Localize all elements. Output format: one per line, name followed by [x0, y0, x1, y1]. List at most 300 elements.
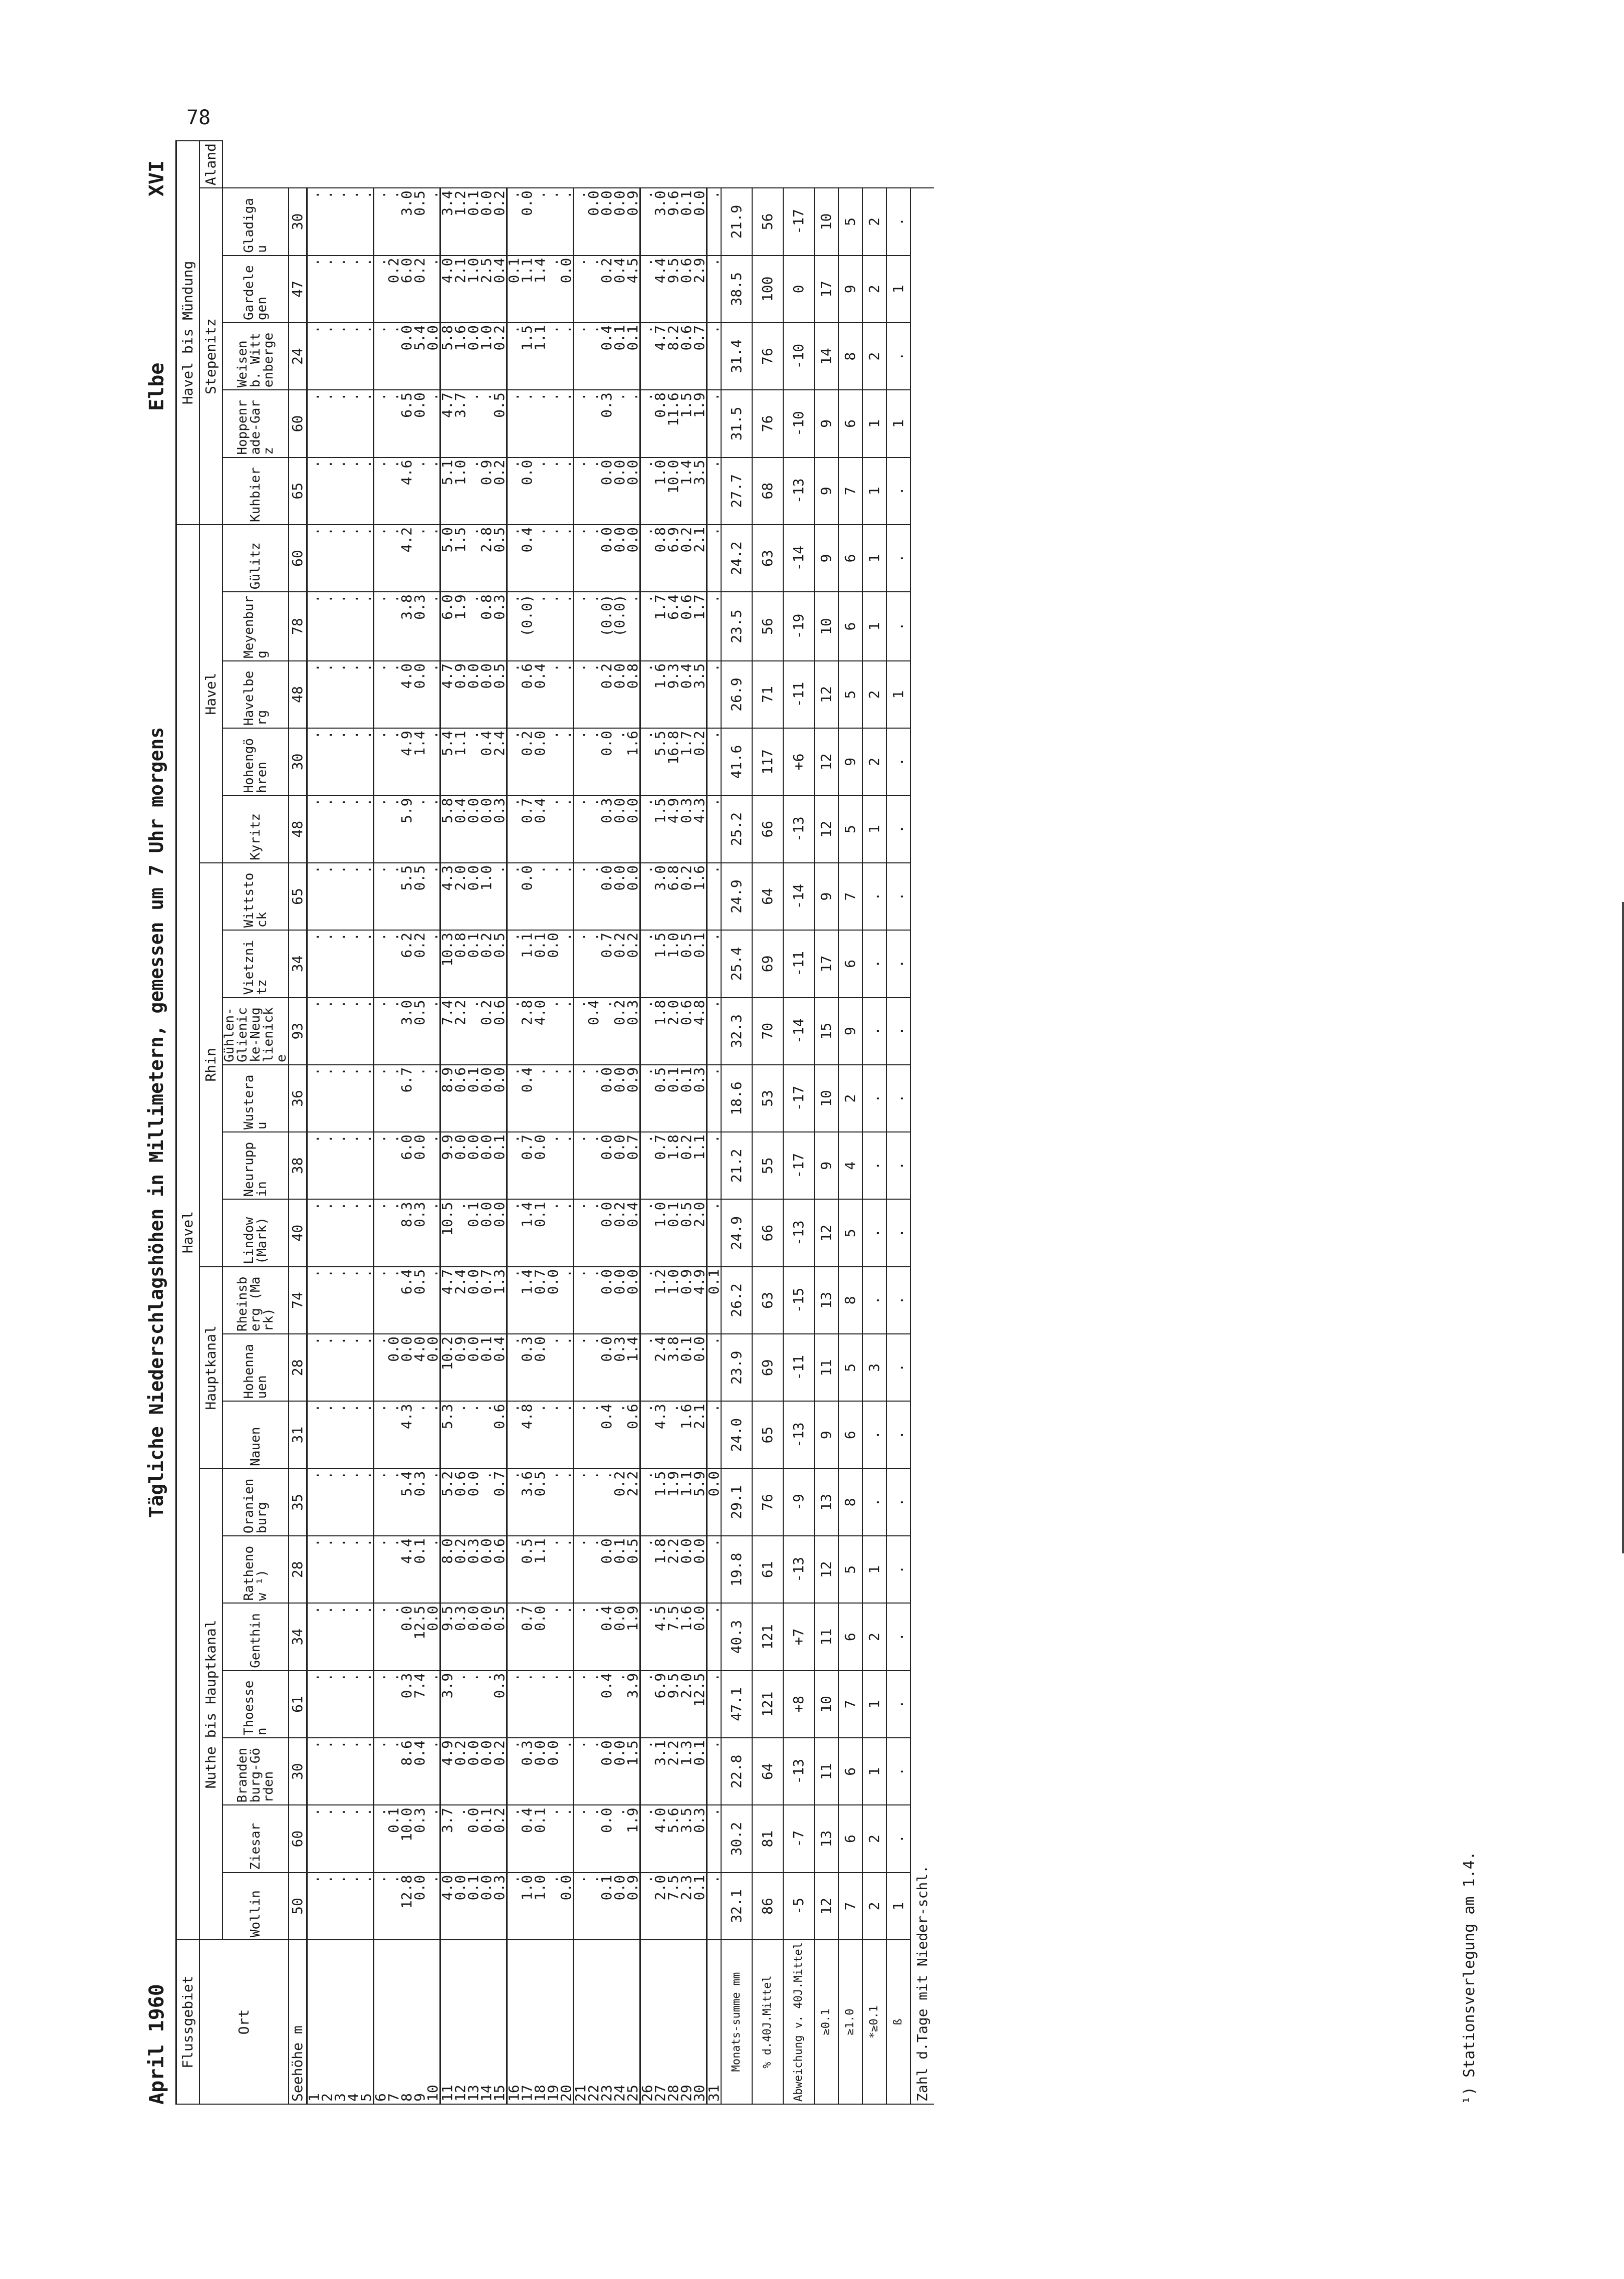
precip-value: .: [387, 863, 400, 930]
precip-value: .: [426, 1671, 440, 1738]
station-elevation: 48: [289, 661, 307, 728]
precip-value: 4.3: [440, 863, 454, 930]
precip-value: .: [347, 1267, 360, 1334]
precip-value: 0.9: [480, 458, 493, 525]
summary-value: 11: [814, 1603, 838, 1670]
precip-value: .: [387, 661, 400, 728]
precip-value: .: [587, 796, 600, 863]
precip-value: .: [334, 525, 347, 592]
precip-value: .: [347, 1334, 360, 1401]
precip-value: 0.1: [667, 1200, 680, 1267]
precip-value: 3.1: [654, 1738, 667, 1805]
summary-value: -13: [783, 458, 814, 525]
precip-value: .: [387, 188, 400, 255]
precip-value: .: [347, 1805, 360, 1872]
precip-value: .: [640, 323, 654, 390]
station-elevation: 65: [289, 863, 307, 930]
precip-value: .: [574, 1267, 588, 1334]
precip-value: .: [374, 1200, 388, 1267]
precip-value: 0.2: [613, 1469, 626, 1536]
precip-value: 0.0: [467, 323, 480, 390]
precip-value: 4.5: [626, 256, 640, 323]
station-elevation: 34: [289, 930, 307, 997]
summary-value: 11: [814, 1334, 838, 1401]
precip-value: .: [547, 188, 560, 255]
precip-value: 0.2: [600, 256, 613, 323]
precip-value: 0.0: [600, 1200, 613, 1267]
summary-value: .: [886, 930, 910, 997]
precip-value: 0.0: [600, 1738, 613, 1805]
summary-value: 23.9: [721, 1334, 752, 1401]
precip-value: .: [640, 390, 654, 457]
precip-value: 0.0: [600, 1065, 613, 1132]
summary-value: -9: [783, 1469, 814, 1536]
precip-value: .: [640, 188, 654, 255]
precip-value: 0.4: [413, 1738, 426, 1805]
precip-value: .: [307, 1334, 321, 1401]
station-elevation: 93: [289, 998, 307, 1065]
precip-value: .: [707, 390, 722, 457]
precip-value: .: [547, 998, 560, 1065]
summary-label: [783, 1940, 814, 2104]
station-name: Havelberg: [222, 661, 289, 728]
precip-value: 0.5: [493, 525, 507, 592]
precip-value: 5.0: [440, 525, 454, 592]
precip-value: .: [467, 998, 480, 1065]
summary-value: 11: [814, 1738, 838, 1805]
precip-value: 0.0: [426, 1603, 440, 1670]
precip-value: .: [640, 1401, 654, 1468]
summary-value: 56: [752, 592, 783, 661]
precip-value: .: [587, 1805, 600, 1872]
precip-value: .: [307, 661, 321, 728]
precip-value: 0.9: [626, 188, 640, 255]
precip-value: 0.0: [480, 1200, 493, 1267]
precip-value: 0.2: [680, 525, 693, 592]
precip-value: .: [574, 661, 588, 728]
precip-value: .: [467, 728, 480, 795]
precip-value: .: [574, 458, 588, 525]
precip-value: .: [547, 1401, 560, 1468]
precip-value: .: [347, 1469, 360, 1536]
precip-value: 0.1: [693, 1738, 707, 1805]
precip-value: .: [600, 998, 613, 1065]
precip-value: 0.9: [680, 1267, 693, 1334]
summary-value: 1: [886, 256, 910, 323]
precip-value: 0.3: [693, 1805, 707, 1872]
precip-value: 0.4: [600, 1603, 613, 1670]
summary-value: -17: [783, 188, 814, 255]
precip-value: .: [307, 930, 321, 997]
station-name: Thoessen: [222, 1671, 289, 1738]
precip-value: .: [707, 661, 722, 728]
summary-value: 12: [814, 1200, 838, 1267]
precip-value: 4.3: [654, 1401, 667, 1468]
station-elevation: 30: [289, 728, 307, 795]
station-elevation: 35: [289, 1469, 307, 1536]
precip-value: 0.8: [654, 525, 667, 592]
station-elevation: 60: [289, 1805, 307, 1872]
precip-value: 1.9: [693, 390, 707, 457]
precip-value: .: [360, 188, 374, 255]
summary-value: 32.3: [721, 998, 752, 1065]
precip-value: 3.7: [454, 390, 467, 457]
precip-value: .: [374, 1603, 388, 1670]
summary-value: 4: [838, 1132, 862, 1199]
precip-value: .: [547, 728, 560, 795]
summary-value: 66: [752, 796, 783, 863]
precip-value: .: [360, 592, 374, 661]
precip-value: .: [454, 1671, 467, 1738]
precip-value: 0.0: [547, 1267, 560, 1334]
precip-value: 8.2: [667, 323, 680, 390]
summary-value: -10: [783, 323, 814, 390]
precip-value: .: [613, 1401, 626, 1468]
precip-value: .: [347, 1065, 360, 1132]
precip-value: 0.0: [480, 1536, 493, 1603]
summary-value: 24.9: [721, 863, 752, 930]
station-name: Brandenburg-Görden: [222, 1738, 289, 1805]
precip-value: .: [574, 256, 588, 323]
precip-value: .: [374, 1469, 388, 1536]
precip-value: 0.1: [667, 1065, 680, 1132]
precip-value: .: [587, 1401, 600, 1468]
station-name: Neuruppin: [222, 1132, 289, 1199]
precip-value: .: [507, 728, 521, 795]
precip-value: 4.0: [534, 998, 547, 1065]
precip-value: 1.3: [680, 1738, 693, 1805]
day-number: 10: [426, 1940, 440, 2104]
precip-value: .: [334, 188, 347, 255]
day-number: 18: [534, 1940, 547, 2104]
precip-value: 0.0: [587, 188, 600, 255]
precip-value: 0.1: [467, 1200, 480, 1267]
precip-value: .: [560, 930, 574, 997]
precip-value: 0.0: [560, 1873, 574, 1940]
precip-value: .: [547, 796, 560, 863]
precip-value: 5.4: [400, 1469, 413, 1536]
precip-value: 0.0: [426, 323, 440, 390]
station-header-row: [222, 141, 289, 2104]
precip-value: .: [347, 863, 360, 930]
summary-value: .: [862, 998, 886, 1065]
precip-value: .: [321, 661, 334, 728]
precip-value: .: [640, 592, 654, 661]
station-elevation: 34: [289, 1603, 307, 1670]
precip-value: 0.2: [413, 256, 426, 323]
precip-value: .: [307, 390, 321, 457]
precip-value: .: [640, 458, 654, 525]
day-number: 14: [480, 1940, 493, 2104]
summary-value: 1: [886, 1873, 910, 1940]
precip-value: .: [467, 1401, 480, 1468]
precip-value: .: [321, 188, 334, 255]
precip-value: 0.3: [413, 1469, 426, 1536]
summary-value: .: [862, 1132, 886, 1199]
station-name: Rheinsberg (Mark): [222, 1267, 289, 1334]
precip-value: .: [334, 1401, 347, 1468]
precip-value: 0.0: [547, 1738, 560, 1805]
precip-value: .: [534, 390, 547, 457]
precip-value: 1.5: [654, 930, 667, 997]
precip-value: .: [334, 323, 347, 390]
precip-value: .: [387, 458, 400, 525]
precip-value: .: [574, 390, 588, 457]
ort-label: Ort: [199, 1940, 289, 2104]
precip-value: .: [426, 930, 440, 997]
summary-value: .: [886, 863, 910, 930]
precip-value: 0.7: [521, 796, 534, 863]
precip-value: 3.9: [440, 1671, 454, 1738]
precip-value: .: [587, 1334, 600, 1401]
precip-value: .: [507, 1805, 521, 1872]
precip-value: .: [480, 1401, 493, 1468]
precip-value: 0.1: [493, 1132, 507, 1199]
precip-value: 0.4: [454, 796, 467, 863]
precip-value: .: [560, 1805, 574, 1872]
summary-value: 13: [814, 1267, 838, 1334]
precip-value: .: [321, 1401, 334, 1468]
summary-value: 12: [814, 1536, 838, 1603]
summary-value: .: [886, 1132, 910, 1199]
precip-value: 0.6: [493, 1401, 507, 1468]
summary-value: 8: [838, 323, 862, 390]
precip-value: 0.6: [680, 998, 693, 1065]
summary-row-tage-gewitter: [886, 141, 910, 2104]
precip-value: .: [640, 1873, 654, 1940]
precip-value: 3.6: [521, 1469, 534, 1536]
precip-value: 0.1: [467, 930, 480, 997]
precip-value: .: [574, 930, 588, 997]
precip-value: .: [347, 525, 360, 592]
summary-value: 2: [862, 1805, 886, 1872]
summary-value: 9: [838, 998, 862, 1065]
precip-value: .: [574, 1334, 588, 1401]
table-row: [707, 141, 722, 2104]
precip-value: .: [707, 323, 722, 390]
summary-value: 26.2: [721, 1267, 752, 1334]
precip-value: 4.9: [400, 728, 413, 795]
summary-value: 8: [838, 1267, 862, 1334]
summary-value: 17: [814, 930, 838, 997]
precip-value: .: [334, 863, 347, 930]
precip-value: .: [321, 1267, 334, 1334]
precip-value: .: [587, 1267, 600, 1334]
precip-value: .: [334, 796, 347, 863]
precip-value: 0.1: [600, 1873, 613, 1940]
summary-value: .: [886, 458, 910, 525]
precip-value: 0.0: [467, 863, 480, 930]
precip-value: 0.2: [600, 661, 613, 728]
precip-value: 0.9: [454, 1334, 467, 1401]
summary-value: 65: [752, 1401, 783, 1468]
summary-value: 1: [862, 1536, 886, 1603]
precip-value: 4.6: [400, 458, 413, 525]
summary-value: 13: [814, 1469, 838, 1536]
precip-value: .: [334, 728, 347, 795]
summary-value: 7: [838, 1873, 862, 1940]
precip-value: 0.7: [693, 323, 707, 390]
precip-value: 0.0: [600, 728, 613, 795]
precip-value: 3.5: [680, 1805, 693, 1872]
table-row: [693, 141, 707, 2104]
precip-value: .: [707, 863, 722, 930]
station-elevation: 30: [289, 1738, 307, 1805]
precip-value: .: [560, 1536, 574, 1603]
precip-value: 0.5: [413, 998, 426, 1065]
precip-value: .: [387, 796, 400, 863]
precip-value: 4.4: [400, 1536, 413, 1603]
precip-value: 0.0: [493, 1200, 507, 1267]
precip-value: .: [374, 1267, 388, 1334]
day-number: 4: [347, 1940, 360, 2104]
precip-value: 0.1: [467, 1065, 480, 1132]
precip-value: 0.0: [693, 1334, 707, 1401]
summary-label-text: Abweichung v. 40J.Mittel: [792, 1942, 805, 2102]
precip-value: 3.9: [626, 1671, 640, 1738]
precip-value: 1.6: [454, 323, 467, 390]
precip-value: .: [547, 592, 560, 661]
day-number: 27: [654, 1940, 667, 2104]
precip-value: .: [334, 1671, 347, 1738]
precip-value: 0.0: [521, 458, 534, 525]
precip-value: 0.0: [400, 323, 413, 390]
precip-value: .: [321, 323, 334, 390]
precip-value: 0.3: [400, 1671, 413, 1738]
precip-value: .: [321, 998, 334, 1065]
precip-value: 2.3: [680, 1873, 693, 1940]
precip-value: 0.0: [534, 1603, 547, 1670]
precip-value: 0.3: [680, 796, 693, 863]
precip-value: .: [387, 323, 400, 390]
precip-value: 4.8: [693, 998, 707, 1065]
precip-value: .: [547, 1200, 560, 1267]
precip-value: .: [307, 728, 321, 795]
precip-value: .: [321, 256, 334, 323]
precip-value: 2.9: [693, 256, 707, 323]
summary-value: 6: [838, 1738, 862, 1805]
precip-value: 6.5: [400, 390, 413, 457]
precip-value: 3.5: [693, 458, 707, 525]
precip-value: .: [707, 796, 722, 863]
summary-label: [814, 1940, 838, 2104]
precip-value: .: [413, 1401, 426, 1468]
precip-value: .: [547, 1469, 560, 1536]
precip-value: .: [507, 1200, 521, 1267]
summary-value: 40.3: [721, 1603, 752, 1670]
precip-value: 0.0: [467, 1738, 480, 1805]
precip-value: .: [334, 930, 347, 997]
footnote: ¹) Stationsverlegung am 1.4.: [1461, 1851, 1478, 2105]
summary-label-text: ≥0.1: [820, 2008, 832, 2035]
precip-value: 0.2: [493, 458, 507, 525]
summary-value: 6: [838, 1401, 862, 1468]
summary-value: .: [862, 1401, 886, 1468]
precip-value: .: [321, 1536, 334, 1603]
precip-value: .: [507, 458, 521, 525]
precip-value: 0.3: [693, 1065, 707, 1132]
summary-value: 10: [814, 1671, 838, 1738]
precip-value: .: [387, 1738, 400, 1805]
precip-value: .: [507, 1738, 521, 1805]
precip-value: 1.0: [654, 1200, 667, 1267]
precip-value: .: [507, 188, 521, 255]
page-title: Tägliche Niederschlagshöhen in Millimetern, gemessen um 7 Uhr morgens: [145, 727, 167, 1518]
precip-value: .: [574, 796, 588, 863]
table-body: [289, 141, 934, 2104]
summary-value: 38.5: [721, 256, 752, 323]
precip-value: 2.2: [667, 1738, 680, 1805]
precip-value: .: [547, 323, 560, 390]
table-row: [426, 141, 440, 2104]
precip-value: .: [587, 1873, 600, 1940]
precip-value: .: [321, 796, 334, 863]
precip-value: 0.2: [387, 256, 400, 323]
precip-value: 0.0: [626, 796, 640, 863]
summary-value: 121: [752, 1671, 783, 1738]
summary-value: 10: [814, 1065, 838, 1132]
precip-value: 0.9: [626, 1873, 640, 1940]
precip-value: 2.1: [693, 1401, 707, 1468]
precip-value: 1.4: [413, 728, 426, 795]
precip-value: 0.5: [654, 1065, 667, 1132]
precip-value: .: [347, 390, 360, 457]
precip-value: .: [507, 525, 521, 592]
precip-value: 1.4: [534, 256, 547, 323]
precip-value: .: [574, 1200, 588, 1267]
precip-value: 5.2: [440, 1469, 454, 1536]
precip-value: .: [534, 458, 547, 525]
summary-value: .: [862, 1267, 886, 1334]
precip-value: 2.2: [667, 1536, 680, 1603]
station-name: Vietznitz: [222, 930, 289, 997]
precip-value: 0.1: [613, 1536, 626, 1603]
summary-value: .: [862, 930, 886, 997]
precip-value: .: [587, 1469, 600, 1536]
precip-value: 2.5: [480, 256, 493, 323]
precip-value: .: [334, 1805, 347, 1872]
precip-value: .: [560, 458, 574, 525]
precip-value: .: [707, 1132, 722, 1199]
summary-value: .: [886, 1334, 910, 1401]
summary-value: .: [886, 1536, 910, 1603]
precip-value: .: [426, 1469, 440, 1536]
precip-value: .: [454, 1805, 467, 1872]
precip-value: 0.5: [521, 1536, 534, 1603]
precip-value: 0.7: [480, 1267, 493, 1334]
precip-value: 7.4: [440, 998, 454, 1065]
precip-value: 0.0: [426, 1334, 440, 1401]
day-number: 8: [400, 1940, 413, 2104]
day-number: 28: [667, 1940, 680, 2104]
precip-value: 8.6: [400, 1738, 413, 1805]
precip-value: .: [307, 458, 321, 525]
precip-value: 1.9: [626, 1603, 640, 1670]
precip-value: .: [547, 1536, 560, 1603]
precip-value: 0.3: [493, 796, 507, 863]
precip-value: 5.4: [440, 728, 454, 795]
precip-value: 0.0: [693, 188, 707, 255]
precip-value: 0.0: [480, 1132, 493, 1199]
station-name: Hohengöhren: [222, 728, 289, 795]
precip-value: .: [374, 728, 388, 795]
precip-value: 0.3: [467, 1536, 480, 1603]
summary-value: 41.6: [721, 728, 752, 795]
precip-value: .: [374, 1334, 388, 1401]
precip-value: .: [587, 1200, 600, 1267]
precip-value: 0.0: [613, 1132, 626, 1199]
precip-value: .: [574, 323, 588, 390]
